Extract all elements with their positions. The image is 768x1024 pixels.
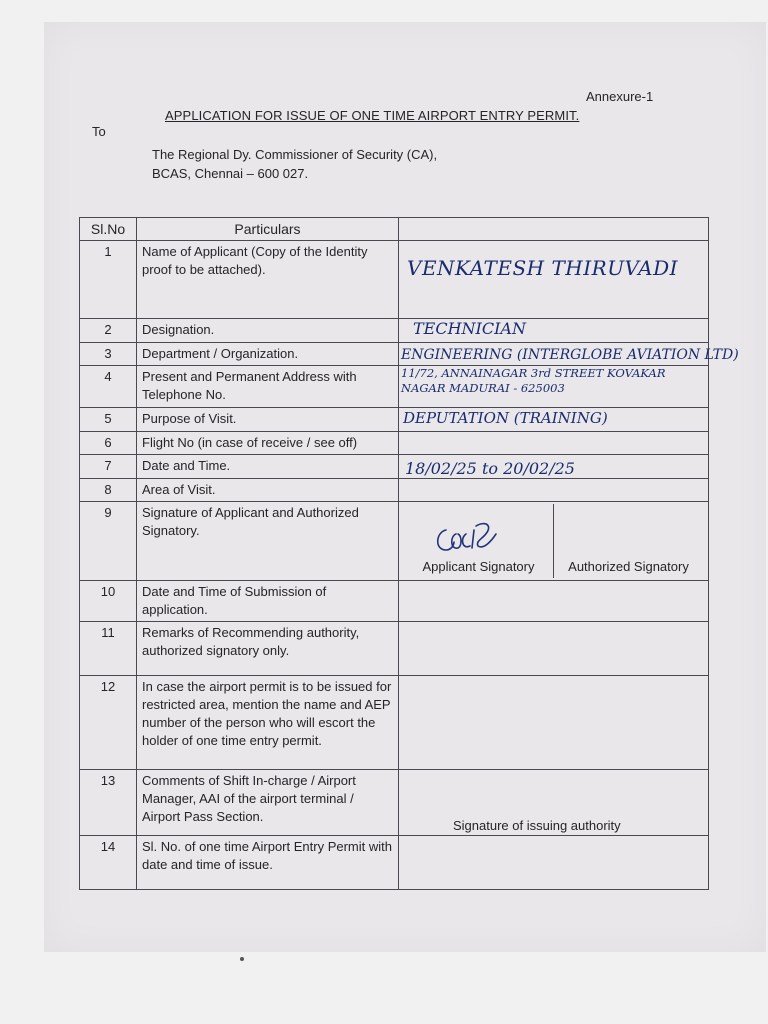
row-particular: Name of Applicant (Copy of the Identity proof to be attached). <box>137 241 399 319</box>
to-label: To <box>92 124 106 139</box>
row-number: 7 <box>80 455 137 479</box>
row-particular: Area of Visit. <box>137 479 399 502</box>
address-line-2: NAGAR MADURAI - 625003 <box>401 381 565 395</box>
row-particular: Sl. No. of one time Airport Entry Permit with date and time of issue. <box>137 836 399 890</box>
row-particular: Remarks of Recommending authority, authorized signatory only. <box>137 622 399 676</box>
table-row <box>80 479 709 502</box>
row-value[interactable] <box>399 836 709 890</box>
issuing-authority-label: Signature of issuing authority <box>453 818 621 833</box>
row-value[interactable] <box>399 455 709 479</box>
row-number: 10 <box>80 581 137 622</box>
row-number: 4 <box>80 366 137 408</box>
table-row <box>80 241 709 319</box>
row-value[interactable] <box>399 343 739 366</box>
table-row <box>80 366 709 408</box>
table-row <box>80 836 709 890</box>
table-row <box>80 408 709 432</box>
row-value[interactable] <box>399 676 709 770</box>
row-particular: Comments of Shift In-charge / Airport Manager, AAI of the airport terminal / Airport Pass Section. <box>137 770 399 836</box>
row-number: 6 <box>80 432 137 455</box>
addressee-block <box>152 145 437 183</box>
row-value[interactable] <box>399 408 709 432</box>
row-particular: In case the airport permit is to be issued for restricted area, mention the name and AEP number of the person who will escort the holder of one time entry permit. <box>137 676 399 770</box>
row-particular: Signature of Applicant and Authorized Signatory. <box>137 502 399 581</box>
table-row <box>80 770 709 836</box>
annexure-label: Annexure-1 <box>586 89 654 104</box>
addressee-line-2: BCAS, Chennai – 600 027. <box>152 166 309 181</box>
row-number: 5 <box>80 408 137 432</box>
row-number: 9 <box>80 502 137 581</box>
document-title: APPLICATION FOR ISSUE OF ONE TIME AIRPORT ENTRY PERMIT. <box>165 108 580 123</box>
handwritten-address <box>401 366 665 396</box>
row-number: 12 <box>80 676 137 770</box>
table-row <box>80 622 709 676</box>
row-value[interactable] <box>399 622 709 676</box>
row-particular: Date and Time of Submission of application. <box>137 581 399 622</box>
handwritten-designation: TECHNICIAN <box>413 319 526 338</box>
column-header-particulars: Particulars <box>137 218 399 241</box>
row-value[interactable] <box>399 319 709 343</box>
authorized-signatory-label: Authorized Signatory <box>568 559 689 574</box>
table-row <box>80 319 709 343</box>
applicant-signature <box>432 516 512 560</box>
column-header-value <box>399 218 709 241</box>
row-value[interactable] <box>399 366 709 408</box>
handwritten-department: ENGINEERING (INTERGLOBE AVIATION LTD) <box>401 347 739 363</box>
signature-cell <box>399 502 709 581</box>
row-particular: Department / Organization. <box>137 343 399 366</box>
addressee-line-1: The Regional Dy. Commissioner of Security (CA), <box>152 147 438 162</box>
row-number: 3 <box>80 343 137 366</box>
table-header-row <box>80 218 709 241</box>
row-number: 8 <box>80 479 137 502</box>
row-number: 1 <box>80 241 137 319</box>
row-number: 14 <box>80 836 137 890</box>
table-row <box>80 432 709 455</box>
handwritten-date: 18/02/25 to 20/02/25 <box>405 459 575 478</box>
column-header-sl: Sl.No <box>80 218 137 241</box>
table-row <box>80 581 709 622</box>
table-row <box>80 455 709 479</box>
row-particular: Designation. <box>137 319 399 343</box>
row-value[interactable] <box>399 241 709 319</box>
row-particular: Date and Time. <box>137 455 399 479</box>
row-number: 13 <box>80 770 137 836</box>
applicant-signature-box[interactable] <box>404 504 553 578</box>
table-row <box>80 676 709 770</box>
authorized-signature-box[interactable] <box>553 504 703 578</box>
row-value[interactable] <box>399 581 709 622</box>
applicant-signatory-label: Applicant Signatory <box>422 559 535 574</box>
issuing-authority-cell[interactable] <box>399 770 709 836</box>
handwritten-name: VENKATESH THIRUVADI <box>407 256 679 280</box>
scan-speck <box>240 957 244 961</box>
permit-form-table <box>79 217 739 890</box>
table-row <box>80 343 709 366</box>
row-number: 11 <box>80 622 137 676</box>
row-particular: Present and Permanent Address with Telephone No. <box>137 366 399 408</box>
handwritten-purpose: DEPUTATION (TRAINING) <box>403 409 608 427</box>
row-value[interactable] <box>399 479 709 502</box>
row-number: 2 <box>80 319 137 343</box>
table-row <box>80 502 709 581</box>
row-particular: Flight No (in case of receive / see off) <box>137 432 399 455</box>
row-value[interactable] <box>399 432 709 455</box>
address-line-1: 11/72, ANNAINAGAR 3rd STREET KOVAKAR <box>401 366 666 380</box>
row-particular: Purpose of Visit. <box>137 408 399 432</box>
